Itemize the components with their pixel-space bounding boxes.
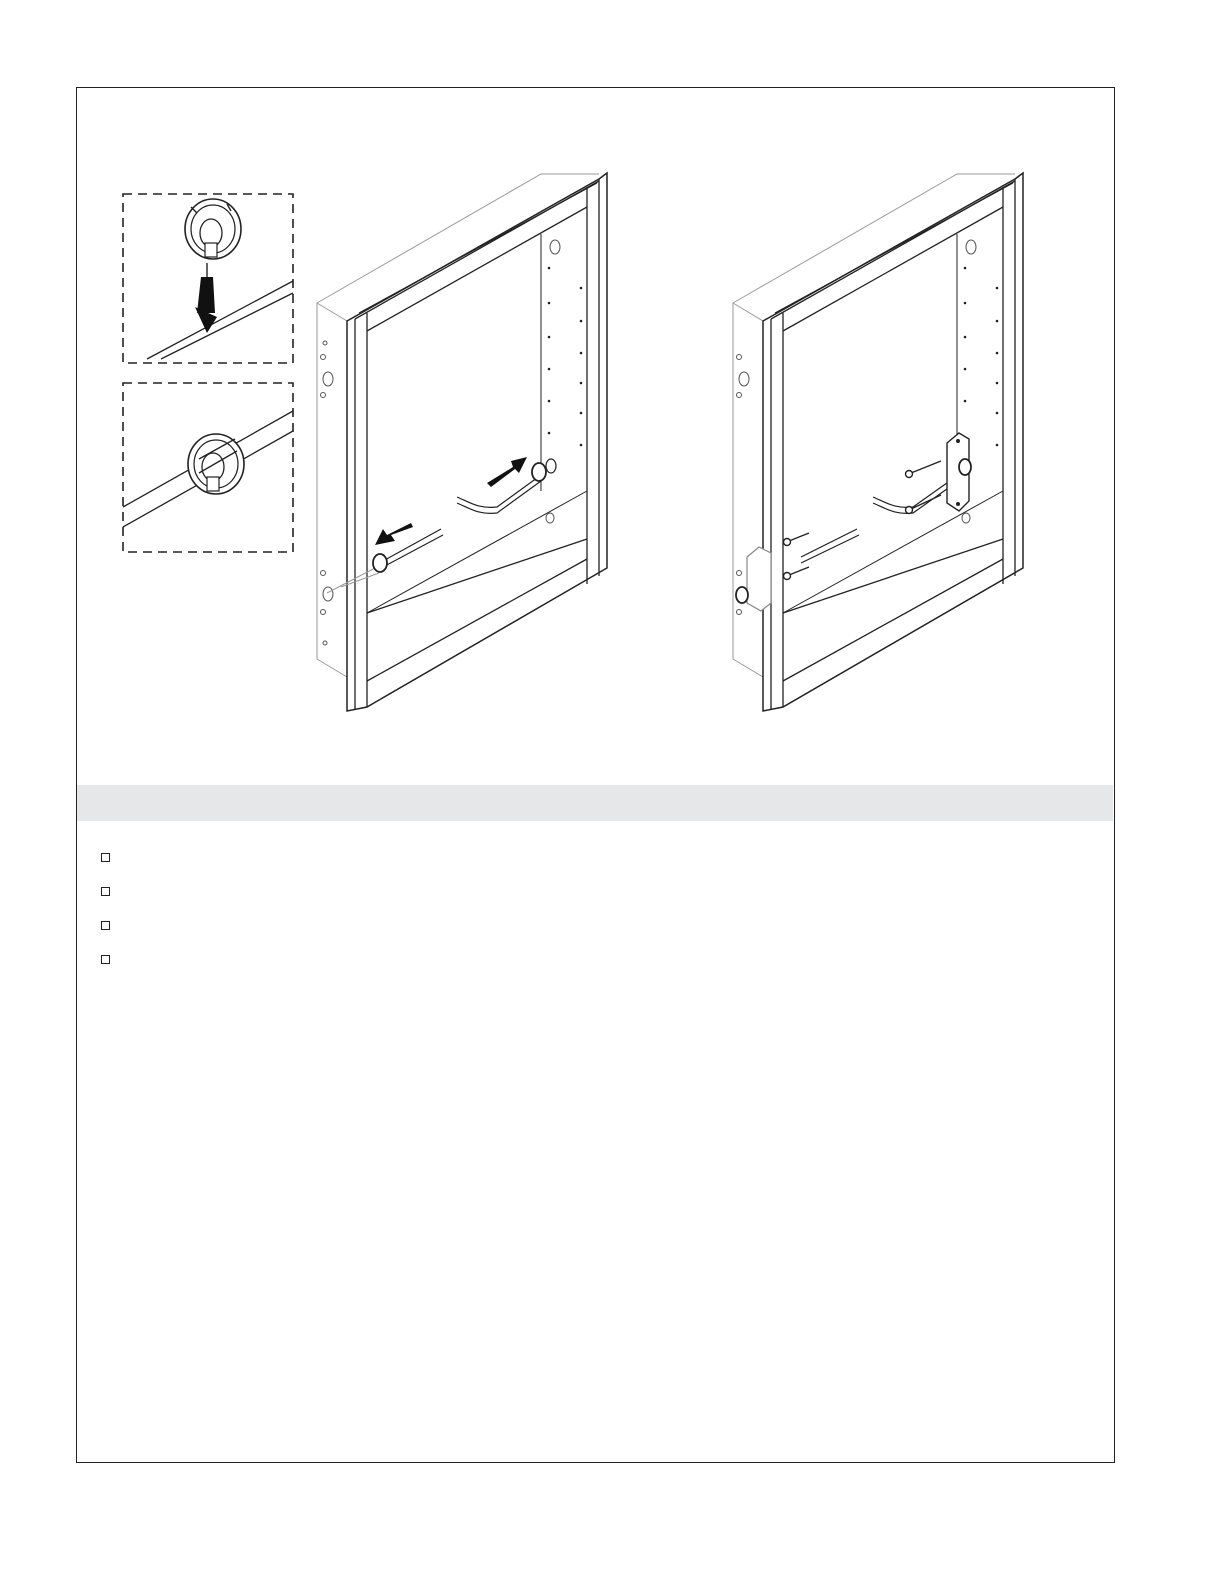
checklist-item — [101, 840, 122, 874]
installation-illustration — [77, 88, 1116, 788]
cabinet-right-illustration — [733, 173, 1023, 711]
checklist-item — [101, 908, 122, 942]
checklist-item — [101, 942, 122, 976]
checklist-item — [101, 874, 122, 908]
detail-inset-grommet-approach — [123, 194, 293, 363]
checklist — [101, 840, 122, 976]
grommet-icon — [188, 434, 244, 494]
cabinet-left-illustration — [317, 173, 607, 711]
mounting-bracket-icon — [947, 433, 971, 511]
checkbox[interactable] — [101, 887, 110, 896]
section-header-band — [77, 785, 1113, 821]
arrow-down-icon — [195, 263, 217, 333]
checkbox[interactable] — [101, 853, 110, 862]
page-frame — [76, 87, 1115, 1463]
checkbox[interactable] — [101, 955, 110, 964]
detail-inset-grommet-installed — [123, 383, 293, 552]
grommet-icon — [185, 199, 241, 259]
mounting-bracket-icon — [736, 547, 771, 611]
checkbox[interactable] — [101, 921, 110, 930]
